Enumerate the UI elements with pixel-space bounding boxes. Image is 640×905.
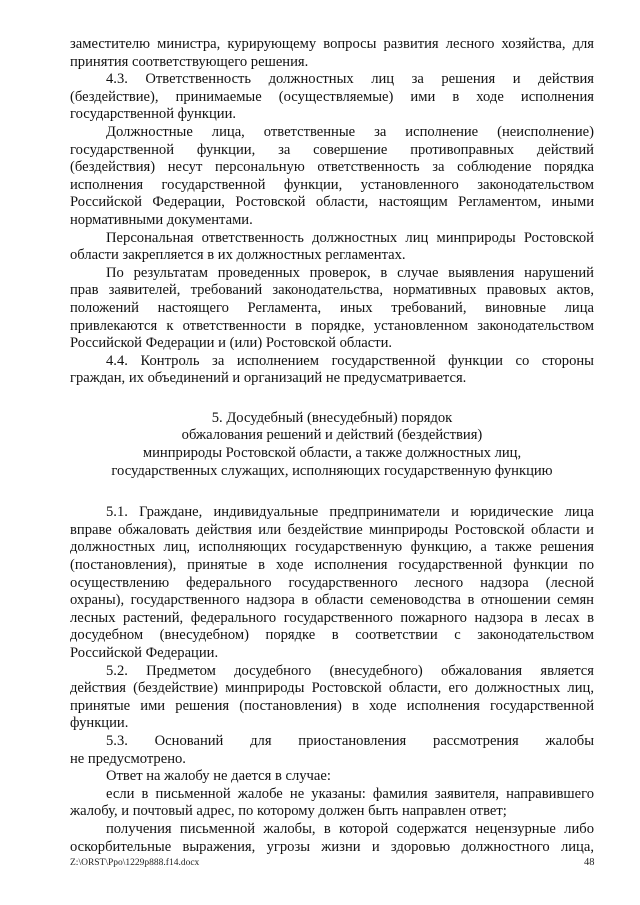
paragraph-line: (бездействия) несут персональную ответственность за соблюдение порядка: [70, 159, 594, 176]
document-page: [70, 36, 594, 856]
paragraph-line: должностных лиц, исполняющих государственную функцию, а также решения: [70, 539, 594, 556]
paragraph-line: нормативными документами.: [70, 211, 253, 228]
paragraph-line: 5.3. Оснований для приостановления рассмотрения жалобы: [106, 732, 594, 749]
paragraph-line: (постановления), принятые в ходе исполнения государственной функции по: [70, 557, 594, 574]
section-5-heading: [70, 410, 594, 480]
paragraph-line: жалобу, и почтовый адрес, по которому должен быть направлен ответ;: [70, 803, 507, 820]
paragraph-line: Должностные лица, ответственные за исполнение (неисполнение): [106, 123, 594, 140]
paragraph-line: области закрепляется в их должностных регламентах.: [70, 247, 406, 264]
paragraph-line: Персональная ответственность должностных лиц минприроды Ростовской: [106, 229, 594, 246]
page-number: 48: [584, 857, 595, 868]
section-4-text: [70, 36, 594, 388]
paragraph-line: лесных растений, федерального государственного пожарного надзора в лесах в: [70, 609, 594, 626]
paragraph-line: охраны), государственного надзора в области семеноводства в отношении семян: [70, 592, 594, 609]
paragraph-line: заместителю министра, курирующему вопросы развития лесного хозяйства, для: [70, 36, 594, 52]
paragraph-line: 5.1. Граждане, индивидуальные предприниматели и юридические лица: [106, 504, 594, 521]
heading-line: 5. Досудебный (внесудебный) порядок: [211, 409, 453, 426]
paragraph-line: Российской Федерации и (или) Ростовской области.: [70, 335, 393, 352]
paragraph-line: если в письменной жалобе не указаны: фамилия заявителя, направившего: [106, 785, 594, 802]
heading-line: минприроды Ростовской области, а также должностных лиц,: [142, 445, 522, 462]
paragraph-line: 5.2. Предметом досудебного (внесудебного) обжалования является: [106, 662, 594, 679]
section-5-text: [70, 504, 594, 856]
heading-line: обжалования решений и действий (бездействия): [181, 427, 483, 444]
heading-line: государственных служащих, исполняющих государственную функцию: [111, 462, 553, 479]
paragraph-line: 4.4. Контроль за исполнением государственной функции со стороны: [106, 352, 594, 369]
paragraph-line: не предусмотрено.: [70, 750, 186, 767]
paragraph-line: граждан, их объединений и организаций не предусматривается.: [70, 370, 467, 387]
paragraph-line: исполнения государственной функции, установленного законодательством: [70, 176, 594, 193]
paragraph-line: привлекаются к ответственности в порядке, установленном законодательством: [70, 317, 594, 334]
paragraph-line: 4.3. Ответственность должностных лиц за решения и действия: [106, 71, 594, 88]
paragraph-line: положений настоящего Регламента, иных требований, виновные лица: [70, 299, 594, 316]
paragraph-line: государственной функции.: [70, 106, 237, 123]
paragraph-line: принятые ими решения (постановления) в ходе исполнения государственной: [70, 697, 594, 714]
paragraph-line: Российской Федерации.: [70, 645, 219, 661]
paragraph-line: По результатам проведенных проверок, в случае выявления нарушений: [106, 264, 594, 281]
paragraph-line: действия (бездействие) минприроды Ростовской области, его должностных лиц,: [70, 680, 594, 697]
paragraph-line: Ответ на жалобу не дается в случае:: [106, 768, 331, 785]
paragraph-line: досудебном (внесудебном) порядке в соответствии с законодательством: [70, 627, 594, 644]
paragraph-line: оскорбительные выражения, угрозы жизни и здоровью должностного лица,: [70, 838, 594, 855]
paragraph-line: прав заявителей, требований законодательства, нормативных правовых актов,: [70, 282, 594, 299]
footer-file-path: Z:\ORST\Ppo\1229p888.f14.docx: [70, 858, 200, 868]
paragraph-line: Российской Федерации, Ростовской области, настоящим Регламентом, иными: [70, 194, 594, 211]
paragraph-line: функции.: [70, 715, 129, 732]
paragraph-line: получения письменной жалобы, в которой содержатся нецензурные либо: [106, 820, 594, 837]
paragraph-line: (бездействие), принимаемые (осуществляемые) ими в ходе исполнения: [70, 88, 594, 105]
paragraph-line: осуществлению федерального государственного лесного надзора (лесной: [70, 574, 594, 591]
paragraph-line: государственной функции, за совершение противоправных действий: [70, 141, 594, 158]
paragraph-line: вправе обжаловать действия или бездействие минприроды Ростовской области и: [70, 521, 594, 538]
paragraph-line: принятия соответствующего решения.: [70, 53, 309, 70]
